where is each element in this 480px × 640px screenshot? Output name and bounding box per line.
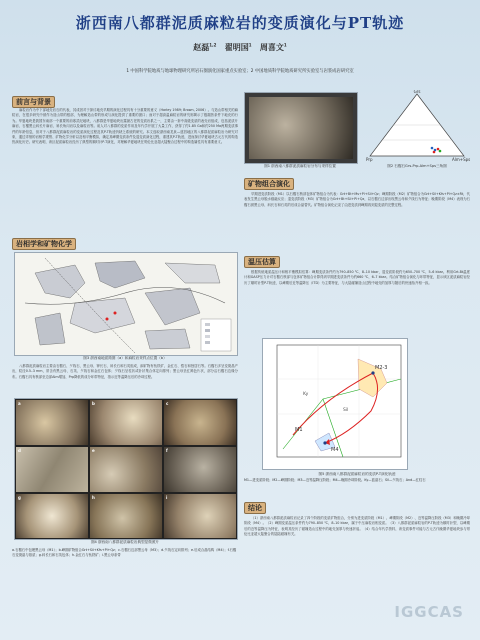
ternary-left-label: Prp	[366, 157, 373, 162]
pt-label-m2: M2-3	[375, 365, 388, 371]
photo-label-c: c	[166, 401, 169, 406]
figure-5-pt-diagram	[262, 338, 408, 470]
figure-2-ternary	[362, 90, 472, 162]
pt-label-m1: M1	[295, 427, 303, 433]
photo-label-e: e	[92, 448, 95, 453]
ternary-top-label: Grs	[413, 90, 421, 94]
figure-1-photo	[244, 92, 358, 164]
mineral-paragraph: 早期进变质阶段（M1）以石榴石核部包体矿物组合为代表：Grt+Bt+Ms+Pl+Sil+Qz；峰期阶段（M2）矿物组合为Grt+Sil+Kfs+Pl+Qz±Rt，代表发生黑云母脱水熔融反应；退变质阶段（M3）矿物组合为Grt+Bt+Sil+Pl+Qz，以石榴石边部出现黑云母和夕线石为特征；晚期阶段（M4）表现为石榴石被黑云母、斜长石和石英的后成合晶替代。矿物组合演化记录了由进变质到峰期再到退变质的完整过程。	[244, 192, 470, 207]
section-header-intro: 前言与背景	[12, 96, 55, 108]
pt-paragraph: 根据传统地质温压计和相平衡模拟估算：峰期变质条件约为790–850 ℃、8–10 kbar，退变质阶段约为650–700 ℃、5–6 kbar。利用Grt-Bt温度计和GASP压力计对石榴石核部与包体矿物组合计算得到早期进变质条件为约660 ℃、6–7 kbar。结合矿物组合演化与环带特征，显示该区泥质麻粒岩经历了顺时针型P-T轨迹，以峰期后近等温降压（ITD）为主要特征，与大陆碰撞造山过程中地壳的加厚与随后的快速抬升相一致。	[244, 270, 470, 285]
iggcas-watermark: IGGCAS	[394, 603, 464, 621]
author-2-sup: 1	[248, 42, 252, 48]
photo-e	[90, 447, 162, 492]
ternary-right-label: Alm+Sps	[452, 157, 471, 162]
photo-label-h: h	[92, 495, 95, 500]
photo-label-b: b	[92, 401, 95, 406]
photo-label-a: a	[18, 401, 21, 406]
photo-c	[164, 400, 236, 445]
author-3-sup: 1	[283, 42, 287, 48]
author-1-sup: 1,2	[209, 42, 217, 48]
figure-4-note: a.石榴石中包裹黑云母（M1）；b.峰期矿物组合Grt+Sil+Kfs+Pl+Qz；c.石榴石边部黑云母（M3）；d.夕线石定向排列；e.后成合晶结构（M4）；f.石榴石变斑晶与基质；g.斜长石和石英包体；h.金红石与钛铁矿；i.黑云母条带	[12, 548, 237, 558]
photo-label-d: d	[18, 448, 21, 453]
figure-4-photos	[14, 398, 238, 540]
figure-4-caption: 图4 浙西南八都群泥质麻粒岩典型显微照片	[90, 540, 160, 544]
photo-label-i: i	[166, 495, 168, 500]
pt-label-ky: Ky	[303, 392, 309, 397]
conclusion-paragraph: （1）浙西南八都群泥质麻粒岩记录了四个阶段的变质矿物组合，分别为进变质阶段（M1）、峰期阶段（M2）、近等温降压阶段（M3）和晚期冷却阶段（M4）。（2）峰期变质温压条件约为790–850 ℃、8–10 kbar，属于中压麻粒岩相变质。（3）八都群泥质麻粒岩的P-T轨迹为顺时针型，以峰期后的近等温降压为特征，表明其经历了碰撞造山过程中的地壳加厚与快速折返。（4）结合年代学资料，该变质事件可能与古元古代晚期华夏地块参与哥伦比亚超大陆聚合的陆陆碰撞有关。	[244, 516, 470, 537]
photo-b	[90, 400, 162, 445]
photo-d	[16, 447, 88, 492]
figure-3-caption: 图3 浙西南地质简图（a）和麻粒岩采样点位置（b）	[83, 356, 167, 360]
author-2: 翟明国	[224, 43, 249, 52]
photo-a	[16, 400, 88, 445]
photo-f	[164, 447, 236, 492]
figure-3-map	[14, 252, 238, 356]
photo-g	[16, 494, 88, 538]
section-header-conclusion: 结论	[244, 502, 266, 514]
pt-diagram-svg	[263, 339, 407, 469]
photo-label-g: g	[18, 495, 21, 500]
section-header-pt: 温压估算	[244, 256, 280, 268]
pt-label-sil: Sil	[343, 408, 349, 413]
ternary-svg	[362, 90, 472, 162]
author-3: 周喜文	[259, 43, 284, 52]
section-header-minerals: 矿物组合演化	[244, 178, 294, 190]
section-header-petrology: 岩相学和矿物化学	[12, 238, 76, 250]
petrology-paragraph: 八都群泥质麻粒岩主要由石榴石、夕线石、黑云母、钾长石、斜长石和石英组成，副矿物有钛铁矿、金红石、锆石和独居石等。石榴石多呈变斑晶产出，粒径0.5–3 mm，常含有黑云母、石英、夕线石和金红石包体；夕线石呈柱状或针状集合体定向排列；黑云母呈红褐色片状，部分沿石榴石边缘分布。石榴石具有核部至边部Alm增加、Prp降低的成分环带特征，指示近等温降压后的冷却过程。	[12, 364, 238, 379]
figure-5-note: M1—进变质阶段；M2—峰期阶段；M3—近等温降压阶段；M4—晚期冷却阶段。Ky—蓝晶石；Sil—夕线石；And—红柱石	[244, 478, 426, 482]
pt-label-m4: M4	[331, 447, 339, 453]
figure-1-caption: 图1 浙西南八都群泥质麻粒岩分布与采样位置	[264, 164, 336, 168]
photo-label-f: f	[166, 448, 168, 453]
figure-1-image	[249, 97, 353, 159]
intro-paragraph: 麻粒岩作为中下部地壳岩石的代表，其成因对于探讨地壳早期的演化过程具有十分重要的意义（Harley 1989; Brown, 2006）。与造山带相关的麻粒岩，在很多研究中被作为造山带的根部，为理解造山带的形成与演化提供了重要的窗口；而对于超高温麻粒岩的研究则揭示了极端热条件下地壳的行为。华夏地块是我国东南部一个重要的前寒武纪地块，八都群是华夏地块出露最古老的变质岩系之一，主要由一套中高级变质的表壳岩组成，包括泥质片麻岩、石榴黑云斜长片麻岩、斜长角闪岩以及麻粒岩等。前人对八都群的变质作用及年代学开展了大量工作，获得了约1.85 Ga和约250 Ma两期变质事件的年龄信息，但对于八都群泥质麻粒岩的变质演化过程及其P-T轨迹仍缺乏系统的研究。本文选取浙西南龙泉—遂昌地区的八都群泥质麻粒岩为研究对象，通过详细的岩相学观察、矿物化学分析以及相平衡模拟，确定其峰期变质条件及退变质演化过程，重建其P-T轨迹，进而探讨华夏地块古元古代的构造热演化历史。研究表明，该区泥质麻粒岩经历了典型的顺时针P-T演化，对理解华夏地块在哥伦比亚超大陆聚合过程中的构造属性具有重要意义。	[12, 108, 238, 145]
author-1: 赵磊	[193, 43, 210, 52]
photo-h	[90, 494, 162, 538]
author-line	[0, 42, 480, 53]
geologic-map-svg	[15, 253, 237, 355]
affiliation: 1 中国科学院地质与地球物理研究所岩石圈演化国家重点实验室；2 中国地质科学院地质研究所实验室与岩浆成岩研究室	[126, 69, 354, 74]
poster-title: 浙西南八都群泥质麻粒岩的变质演化与PT轨迹	[75, 14, 405, 32]
figure-2-caption: 图2 石榴石Grs-Prp-Alm+Sps三角图	[387, 164, 447, 168]
figure-5-caption: 图5 浙西南八都群泥质麻粒岩的变质P-T演化轨迹	[318, 472, 396, 476]
photo-i	[164, 494, 236, 538]
